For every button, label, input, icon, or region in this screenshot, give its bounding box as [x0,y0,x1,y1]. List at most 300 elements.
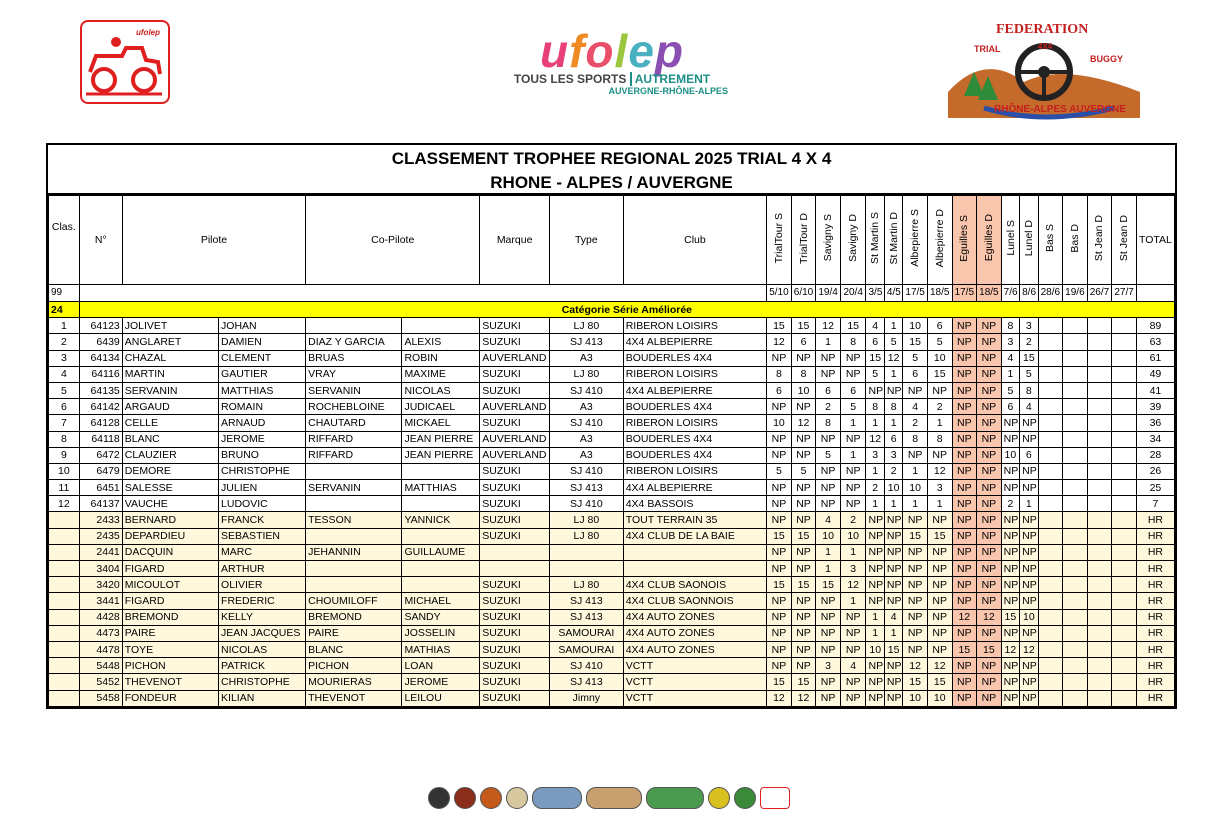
score-cell: NP [952,512,977,528]
type-cell: SJ 410 [549,415,623,431]
table-row [49,625,1175,641]
score-cell: 1 [1020,496,1038,512]
header-type: Type [549,196,623,285]
brand-cell: SUZUKI [480,528,550,544]
header-event [866,196,884,285]
header-event [1063,196,1088,285]
copilot-firstname-cell: LEILOU [402,690,480,706]
copilot-lastname-cell: VRAY [306,366,402,382]
title-line-2: RHONE - ALPES / AUVERGNE [490,173,733,192]
brand-cell: SUZUKI [480,658,550,674]
pilot-firstname-cell: DAMIEN [219,334,306,350]
score-cell [1038,690,1063,706]
score-cell: NP [866,528,884,544]
number-cell: 64118 [79,431,122,447]
score-cell [1038,641,1063,657]
table-row [49,382,1175,398]
logo-brand-text: ufolep [136,28,160,37]
jeep-icon [82,22,168,102]
event-date: 5/10 [767,285,792,302]
rank-cell: 10 [49,463,80,479]
copilot-lastname-cell [306,463,402,479]
type-cell: A3 [549,447,623,463]
rank-cell: 12 [49,496,80,512]
club-cell: 4X4 AUTO ZONES [623,609,766,625]
score-cell [1063,382,1088,398]
score-cell: 1 [816,561,841,577]
club-cell: RIBERON LOISIRS [623,318,766,334]
score-cell [1063,350,1088,366]
score-cell: 15 [1001,609,1019,625]
score-cell [1038,366,1063,382]
score-cell: 10 [927,690,952,706]
event-date: 18/5 [977,285,1002,302]
score-cell: NP [1020,690,1038,706]
score-cell [1087,658,1112,674]
number-cell: 3420 [79,577,122,593]
score-cell [1087,577,1112,593]
brand-cell: SUZUKI [480,625,550,641]
score-cell: 2 [1020,334,1038,350]
score-cell: NP [977,480,1002,496]
score-cell: NP [884,382,902,398]
copilot-firstname-cell: JUDICAEL [402,399,480,415]
score-cell: 1 [884,318,902,334]
score-cell: NP [866,512,884,528]
title-line-1: CLASSEMENT TROPHEE REGIONAL 2025 TRIAL 4 X 4 [391,149,832,168]
copilot-lastname-cell: CHAUTARD [306,415,402,431]
score-cell: 5 [866,366,884,382]
score-cell: NP [977,674,1002,690]
score-cell: 2 [840,512,866,528]
type-cell: SJ 410 [549,463,623,479]
table-row [49,399,1175,415]
copilot-lastname-cell [306,318,402,334]
score-cell: NP [884,593,902,609]
score-cell [1038,431,1063,447]
score-cell: NP [1020,625,1038,641]
table-row [49,350,1175,366]
score-cell: 1 [927,496,952,512]
score-cell: NP [903,561,928,577]
copilot-firstname-cell: MAXIME [402,366,480,382]
score-cell: 8 [1020,382,1038,398]
number-cell: 6451 [79,480,122,496]
brand-cell: SUZUKI [480,512,550,528]
gear-logo-icon [428,787,450,809]
score-cell: NP [840,690,866,706]
score-cell: NP [816,480,841,496]
brand-cell: SUZUKI [480,415,550,431]
header-copilote: Co-Pilote [306,196,480,285]
score-cell: NP [952,593,977,609]
score-cell: NP [1001,463,1019,479]
copilot-firstname-cell: LOAN [402,658,480,674]
score-cell: NP [952,674,977,690]
table-row [49,512,1175,528]
total-cell: 7 [1136,496,1174,512]
pilot-lastname-cell: JOLIVET [122,318,218,334]
score-cell: NP [977,447,1002,463]
score-cell [1063,674,1088,690]
pilot-lastname-cell: CELLE [122,415,218,431]
score-cell: NP [816,625,841,641]
pilot-lastname-cell: FIGARD [122,561,218,577]
score-cell: NP [767,431,792,447]
header-total: TOTAL [1136,196,1174,285]
score-cell: NP [1020,415,1038,431]
score-cell [1038,561,1063,577]
score-cell [1112,544,1137,560]
club-logo-icon [506,787,528,809]
score-cell: NP [977,593,1002,609]
score-cell: 1 [866,496,884,512]
pilot-firstname-cell: KILIAN [219,690,306,706]
score-cell: NP [952,528,977,544]
score-cell: 6 [903,366,928,382]
score-cell: 8 [791,366,816,382]
score-cell [1038,674,1063,690]
brand-cell: SUZUKI [480,593,550,609]
type-cell: LJ 80 [549,577,623,593]
federation-trial: TRIAL [974,44,1001,54]
type-cell [549,544,623,560]
total-cell: 63 [1136,334,1174,350]
score-cell: 15 [927,674,952,690]
ufolep-region: AUVERGNE-RHÔNE-ALPES [608,86,728,96]
4x4-logo-icon [646,787,704,809]
score-cell: 5 [927,334,952,350]
score-cell: 15 [952,641,977,657]
score-cell: NP [791,609,816,625]
copilot-lastname-cell: CHOUMILOFF [306,593,402,609]
score-cell [1063,399,1088,415]
total-cell: HR [1136,641,1174,657]
total-cell: HR [1136,658,1174,674]
pilot-firstname-cell: CLEMENT [219,350,306,366]
copilot-firstname-cell [402,577,480,593]
score-cell: 10 [927,350,952,366]
score-cell [1112,415,1137,431]
pilot-lastname-cell: PICHON [122,658,218,674]
score-cell: NP [927,382,952,398]
type-cell [549,561,623,577]
header-event-label: Albepierre D [933,208,946,268]
score-cell [1087,512,1112,528]
score-cell: 12 [791,690,816,706]
score-cell [1087,593,1112,609]
score-cell [1087,318,1112,334]
copilot-firstname-cell: MATHIAS [402,641,480,657]
copilot-firstname-cell: ROBIN [402,350,480,366]
score-cell [1112,480,1137,496]
event-date: 4/5 [884,285,902,302]
score-cell: 1 [840,415,866,431]
score-cell [1038,625,1063,641]
brand-cell: AUVERLAND [480,399,550,415]
event-date: 28/6 [1038,285,1063,302]
copilot-firstname-cell: JEAN PIERRE [402,431,480,447]
header-event-label: Eguilles D [982,214,995,262]
rank-cell [49,674,80,690]
score-cell: NP [840,625,866,641]
copilot-lastname-cell: SERVANIN [306,382,402,398]
number-cell: 5452 [79,674,122,690]
score-cell: NP [1001,561,1019,577]
score-cell: 15 [791,577,816,593]
club-cell: RIBERON LOISIRS [623,415,766,431]
score-cell: 12 [791,415,816,431]
pilot-lastname-cell: BLANC [122,431,218,447]
score-cell [1112,690,1137,706]
total-cell: 89 [1136,318,1174,334]
club-logo-icon [708,787,730,809]
score-cell [1063,480,1088,496]
copilot-firstname-cell: MATTHIAS [402,480,480,496]
score-cell [1112,561,1137,577]
header-event [816,196,841,285]
score-cell: 6 [1020,447,1038,463]
score-cell: NP [767,658,792,674]
pilot-lastname-cell: ARGAUD [122,399,218,415]
score-cell: NP [1020,512,1038,528]
score-cell: NP [791,658,816,674]
event-date: 19/6 [1063,285,1088,302]
score-cell: NP [767,350,792,366]
number-cell: 6472 [79,447,122,463]
score-cell: NP [816,463,841,479]
score-cell [1112,641,1137,657]
event-date: 17/5 [903,285,928,302]
score-cell: NP [1001,480,1019,496]
score-cell: NP [977,366,1002,382]
table-row [49,528,1175,544]
header-club: Club [623,196,766,285]
type-cell: LJ 80 [549,318,623,334]
total-cell: HR [1136,577,1174,593]
score-cell: 4 [840,658,866,674]
pilot-lastname-cell: DEPARDIEU [122,528,218,544]
score-cell: NP [866,674,884,690]
copilot-lastname-cell: SERVANIN [306,480,402,496]
score-cell: NP [977,382,1002,398]
copilot-lastname-cell: BRUAS [306,350,402,366]
brand-cell: AUVERLAND [480,431,550,447]
rank-cell [49,561,80,577]
rank-cell [49,544,80,560]
header-event-label: Lunel S [1004,220,1017,256]
score-cell [1112,399,1137,415]
pilot-lastname-cell: VAUCHE [122,496,218,512]
score-cell: NP [767,480,792,496]
rank-cell: 2 [49,334,80,350]
score-cell [1063,577,1088,593]
number-cell: 5458 [79,690,122,706]
total-cell: 25 [1136,480,1174,496]
copilot-lastname-cell: RIFFARD [306,447,402,463]
pilot-firstname-cell: SEBASTIEN [219,528,306,544]
type-cell: SJ 410 [549,496,623,512]
total-cell: HR [1136,512,1174,528]
event-date: 27/7 [1112,285,1137,302]
score-cell: 2 [1001,496,1019,512]
score-cell: 10 [1020,609,1038,625]
score-cell: NP [952,463,977,479]
score-cell: NP [952,447,977,463]
type-cell: A3 [549,399,623,415]
score-cell: NP [952,366,977,382]
club-cell: 4X4 ALBEPIERRE [623,382,766,398]
header-event [1112,196,1137,285]
score-cell: NP [927,593,952,609]
score-cell: NP [977,318,1002,334]
score-cell [1087,350,1112,366]
score-cell: NP [791,512,816,528]
rank-cell [49,528,80,544]
club-cell: 4X4 ALBEPIERRE [623,480,766,496]
score-cell: 1 [866,463,884,479]
brand-cell: SUZUKI [480,690,550,706]
score-cell [1038,512,1063,528]
score-cell [1112,609,1137,625]
score-cell [1063,658,1088,674]
club-cell: 4X4 CLUB DE LA BAIE [623,528,766,544]
score-cell: 2 [903,415,928,431]
score-cell: NP [1020,674,1038,690]
score-cell [1063,496,1088,512]
score-cell: 6 [816,382,841,398]
score-cell: NP [791,593,816,609]
score-cell [1087,609,1112,625]
copilot-lastname-cell: RIFFARD [306,431,402,447]
number-cell: 64135 [79,382,122,398]
federation-region: RHÔNE-ALPES AUVERGNE [994,104,1126,115]
score-cell [1112,512,1137,528]
copilot-firstname-cell: MICHAEL [402,593,480,609]
score-cell: NP [866,690,884,706]
score-cell: NP [816,690,841,706]
copilot-firstname-cell: MICKAEL [402,415,480,431]
event-date: 18/5 [927,285,952,302]
score-cell: NP [884,674,902,690]
score-cell: NP [767,544,792,560]
club-cell: RIBERON LOISIRS [623,463,766,479]
rank-cell: 1 [49,318,80,334]
rank-cell [49,609,80,625]
score-cell [1038,415,1063,431]
score-cell: 12 [1020,641,1038,657]
score-cell: NP [903,609,928,625]
score-cell: NP [1001,544,1019,560]
number-cell: 64142 [79,399,122,415]
score-cell: 4 [903,399,928,415]
pilot-firstname-cell: ARTHUR [219,561,306,577]
score-cell: 6 [927,318,952,334]
score-cell [1038,528,1063,544]
score-cell: NP [816,496,841,512]
score-cell: NP [927,544,952,560]
rank-cell: 8 [49,431,80,447]
score-cell: NP [1020,561,1038,577]
score-cell [1063,528,1088,544]
copilot-lastname-cell [306,528,402,544]
score-cell: NP [767,512,792,528]
type-cell: SJ 410 [549,658,623,674]
table-row [49,447,1175,463]
score-cell: NP [952,658,977,674]
header-pilote: Pilote [122,196,305,285]
jeep-logo-icon [760,787,790,809]
score-cell [1112,658,1137,674]
score-cell: 5 [816,447,841,463]
total-cell: 34 [1136,431,1174,447]
table-row [49,480,1175,496]
score-cell: 12 [1001,641,1019,657]
score-cell: NP [952,577,977,593]
score-cell: NP [927,609,952,625]
club-cell: TOUT TERRAIN 35 [623,512,766,528]
score-cell: NP [952,690,977,706]
score-cell: NP [791,431,816,447]
score-cell: 1 [884,366,902,382]
score-cell: NP [884,577,902,593]
dates-row [49,285,1175,302]
score-cell [1063,431,1088,447]
table-row [49,415,1175,431]
type-cell: LJ 80 [549,512,623,528]
event-date: 20/4 [840,285,866,302]
score-cell [1087,447,1112,463]
score-cell: NP [1020,463,1038,479]
total-cell: 26 [1136,463,1174,479]
total-cell: 49 [1136,366,1174,382]
score-cell: 10 [816,528,841,544]
score-cell [1063,463,1088,479]
pilot-firstname-cell: NICOLAS [219,641,306,657]
score-cell: NP [866,382,884,398]
header-event [1020,196,1038,285]
score-cell: NP [977,544,1002,560]
rank-cell [49,625,80,641]
score-cell [1087,561,1112,577]
score-cell: 3 [927,480,952,496]
federation-small-logo-icon [586,787,642,809]
score-cell: NP [977,528,1002,544]
score-cell: NP [791,561,816,577]
score-cell: 15 [884,641,902,657]
score-cell [1087,674,1112,690]
type-cell: SJ 413 [549,480,623,496]
score-cell: NP [866,593,884,609]
score-cell: 12 [767,690,792,706]
dates-spacer [79,285,766,302]
type-cell: SJ 413 [549,674,623,690]
score-cell: 1 [866,609,884,625]
score-cell: NP [903,577,928,593]
score-cell: 1 [1001,366,1019,382]
score-cell: 2 [816,399,841,415]
score-cell: 3 [1001,334,1019,350]
score-cell: NP [840,431,866,447]
copilot-lastname-cell: PICHON [306,658,402,674]
score-cell: 12 [884,350,902,366]
score-cell [1038,447,1063,463]
score-cell: NP [767,496,792,512]
rank-cell [49,641,80,657]
score-cell: NP [840,350,866,366]
score-cell: 2 [927,399,952,415]
table-row [49,431,1175,447]
